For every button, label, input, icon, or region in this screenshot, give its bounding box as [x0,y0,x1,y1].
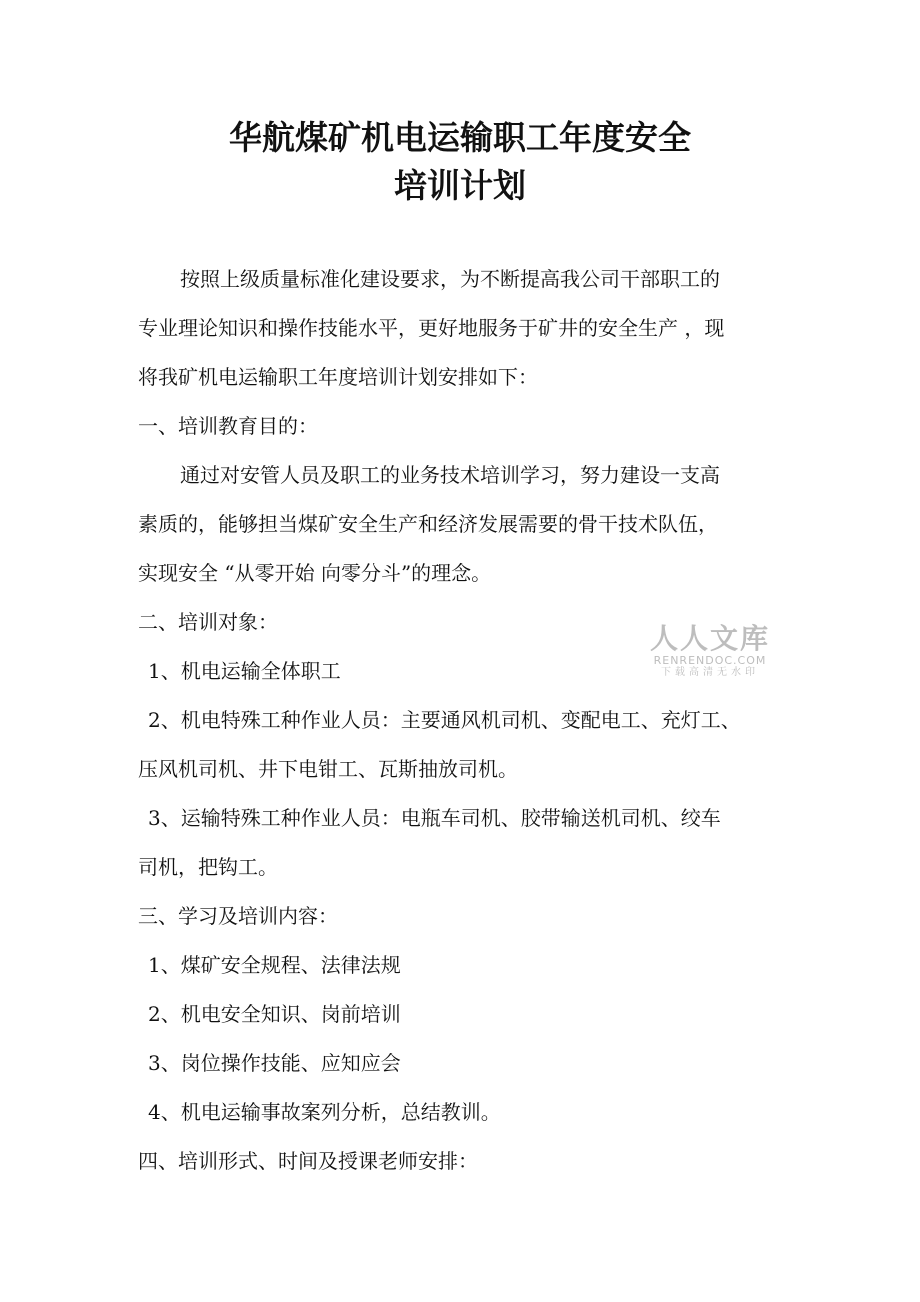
watermark-logo [640,624,780,679]
section-heading: 四、培训形式、时间及授课老师安排： [138,1149,478,1173]
paragraph-line: 按照上级质量标准化建设要求，为不断提高我公司干部职工的 [180,267,720,291]
watermark-site-text: RENRENDOC.COM [653,654,767,667]
list-item-continuation: 司机，把钩工。 [138,855,278,879]
section-heading: 一、培训教育目的： [138,414,318,438]
list-item-continuation: 压风机司机、井下电钳工、瓦斯抽放司机。 [138,757,518,781]
paragraph-line: 素质的，能够担当煤矿安全生产和经济发展需要的骨干技术队伍， [138,512,718,536]
document-title-line-1: 华航煤矿机电运输职工年度安全 [229,118,691,157]
section-heading: 三、学习及培训内容： [138,904,338,928]
section-heading: 二、培训对象： [138,610,278,634]
list-item: 3、岗位操作技能、应知应会 [148,1051,401,1075]
paragraph-line: 实现安全 “从零开始 向零分斗”的理念。 [138,561,492,585]
paragraph-line: 将我矿机电运输职工年度培训计划安排如下： [138,365,538,389]
paragraph-line: 专业理论知识和操作技能水平，更好地服务于矿井的安全生产 ，现 [138,316,725,340]
watermark-tag-text: 下载高清无水印 [661,667,759,678]
paragraph-line: 通过对安管人员及职工的业务技术培训学习，努力建设一支高 [180,463,720,487]
document-title-line-2: 培训计划 [394,166,526,205]
list-item: 2、机电安全知识、岗前培训 [148,1002,401,1026]
watermark-main-text: 人人文库 [649,622,770,655]
list-item: 1、机电运输全体职工 [148,659,341,683]
list-item: 4、机电运输事故案列分析，总结教训。 [148,1100,501,1124]
list-item: 3、运输特殊工种作业人员：电瓶车司机、胶带输送机司机、绞车 [148,806,721,830]
list-item: 2、机电特殊工种作业人员：主要通风机司机、变配电工、充灯工、 [148,708,741,732]
list-item: 1、煤矿安全规程、法律法规 [148,953,401,977]
